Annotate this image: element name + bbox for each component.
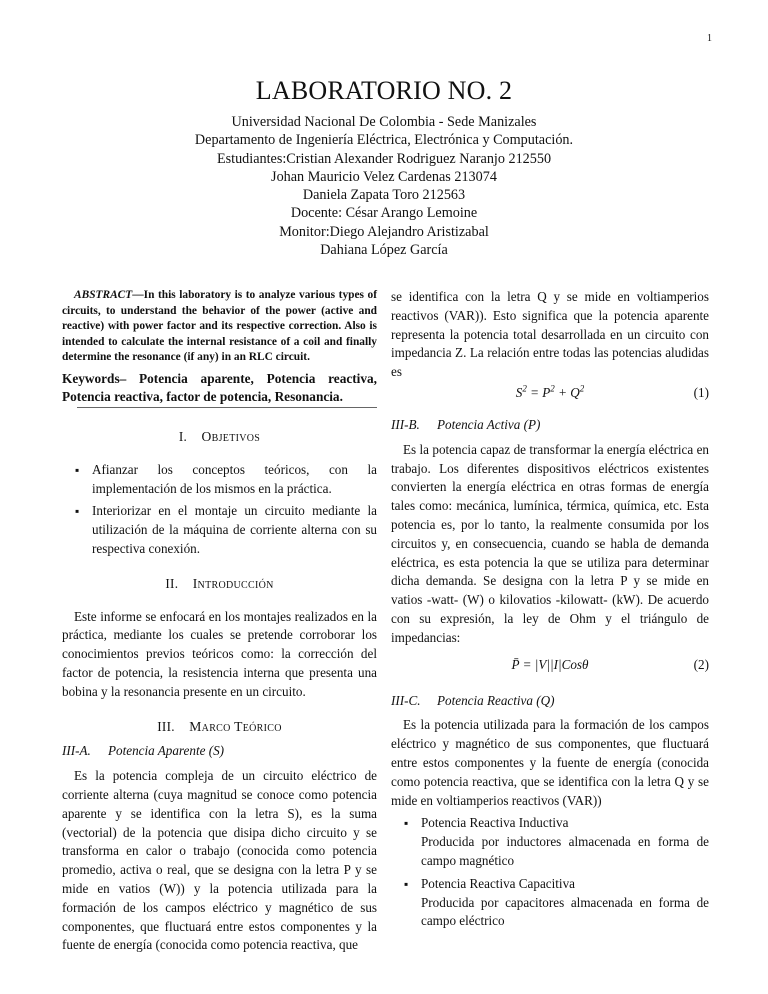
author-block [0, 113, 768, 259]
subsection-heading-a [62, 742, 377, 761]
subsection-title: Potencia Aparente (S) [108, 743, 225, 759]
subsection-heading-b [391, 416, 709, 435]
section-title: Marco Teórico [189, 718, 282, 734]
list-item-desc: Producida por inductores almacenada en forma de campo magnético [421, 834, 709, 868]
author-student-2: Johan Mauricio Velez Cardenas 213074 [271, 168, 497, 185]
section-number: I. [178, 428, 188, 444]
paper-title: LABORATORIO NO. 2 [255, 76, 513, 105]
page-number: 1 [707, 33, 712, 44]
potencia-activa-text: Es la potencia capaz de transformar la energía eléctrica en trabajo. Los diferentes dispositivos eléctricos existentes convierten la energía eléctrica en otras formas de energía tales como: mecánica, lumínica, térmica, química, etc. Esta potencia es, por lo tanto, la realmente consumida por los circuitos y, en consecuencia, cuando se habla de demanda eléctrica, es esta potencia la que se utiliza para determinar dicha demanda. Se designa con la letra P y se mide en vatios -watt- (W) o kilovatios -kilowatt- (kW). De acuerdo con su expresión, la ley de Ohm y el triángulo de impedancias: [391, 441, 709, 645]
author-monitor-1: Monitor:Diego Alejandro Aristizabal [279, 223, 489, 240]
list-item [421, 875, 709, 931]
subsection-heading-c [391, 692, 709, 711]
potencia-reactiva-list [391, 814, 709, 931]
abstract-divider [77, 407, 377, 408]
potencia-reactiva-text: Es la potencia utilizada para la formación de los campos eléctrico y magnético de sus componentes, que fluctuará entre estos componentes y la fuente de energía (conocida como potencia reactiva, que se identifica con la letra Q y se mide en voltiamperios reactivos (VAR)) [391, 717, 709, 808]
right-column [391, 288, 709, 935]
section-title: Introducción [192, 575, 274, 591]
equation-number: (2) [693, 656, 709, 672]
list-item-title: ▪ Potencia Reactiva Inductiva [421, 815, 569, 831]
left-column [62, 288, 377, 955]
equation-expression: $S^2 = P^2 + Q^2$ [515, 383, 585, 400]
section-heading-objetivos [62, 428, 377, 447]
list-item [421, 814, 709, 870]
section-heading-marco [62, 718, 377, 737]
author-docente: Docente: César Arango Lemoine [290, 205, 478, 222]
potencia-aparente-text: Es la potencia compleja de un circuito eléctrico de corriente alterna (cuya magnitud se conoce como potencia aparente y se identifica con la letra S), es la suma (vectorial) de la potencia que disipa dicho circuito y se transforma en calor o trabajo (conocida como potencia promedio, activa o real, que se designa con la letra P y se mide en vatios (W)) y la potencia utilizada para la formación de los campos eléctrico y magnético de sus componentes, que fluctuará entre estos componentes y la fuente de energía (conocida como potencia reactiva, que [62, 768, 377, 953]
potencia-aparente-text-cont: se identifica con la letra Q y se mide en voltiamperios reactivos (VAR)). Esto significa que la potencia aparente representa la potencia total desarrollada en un circuito con impedancia Z. La relación entre todas las potencias aludidas es [391, 289, 709, 380]
abstract-text: —In this laboratory is to analyze various types of circuits, to understand the behavior of the power (active and reactive) with power factor and its respective correction. Also is intended to calculate the internal resistance of a coil and finally determine the resonance (if any) in an RLC circuit. [62, 289, 377, 364]
equation-1 [391, 384, 709, 410]
section-number: II. [165, 575, 179, 591]
equation-2 [391, 656, 709, 682]
abstract [62, 288, 377, 366]
affiliation-university: Universidad Nacional De Colombia - Sede Manizales [231, 114, 537, 130]
list-item: ▪ Afianzar los conceptos teóricos, con la implementación de los mismos en la práctica. [92, 461, 377, 499]
equation-expression: P̄ = |V||I|Cosθ [511, 656, 589, 672]
objetivos-list [62, 461, 377, 559]
section-number: III. [157, 718, 175, 734]
section-heading-introduccion [62, 575, 377, 594]
author-student-3: Daniela Zapata Toro 212563 [302, 187, 466, 204]
abstract-label: ABSTRACT [74, 289, 133, 301]
list-item-title: ▪ Potencia Reactiva Capacitiva [421, 875, 575, 891]
subsection-number: III-A. [62, 743, 91, 759]
author-monitor-2: Dahiana López García [320, 242, 448, 259]
subsection-number: III-B. [391, 416, 420, 432]
subsection-title: Potencia Activa (P) [437, 416, 541, 432]
subsection-number: III-C. [391, 692, 421, 708]
keywords: Keywords– Potencia aparente, Potencia reactiva, Potencia reactiva, factor de potencia, Resonancia. [62, 370, 377, 404]
author-student-1: Estudiantes:Cristian Alexander Rodriguez Naranjo 212550 [216, 150, 552, 167]
section-title: Objetivos [201, 428, 261, 444]
equation-number: (1) [693, 384, 709, 400]
affiliation-department: Departamento de Ingeniería Eléctrica, Electrónica y Computación. [194, 132, 574, 149]
list-item-desc: Producida por capacitores almacenada en forma de campo eléctrico [421, 894, 709, 929]
introduccion-text: Este informe se enfocará en los montajes realizados en la práctica, mediante los cuales se pretende corroborar los conocimientos previos teóricos como: la corrección del factor de potencia, la resistencia interna que presenta una bobina y la resonancia presente en un circuito. [62, 608, 377, 699]
subsection-title: Potencia Reactiva (Q) [437, 692, 555, 708]
list-item: ▪ Interiorizar en el montaje un circuito mediante la utilización de la máquina de corriente alterna con su respectiva conexión. [92, 502, 377, 558]
